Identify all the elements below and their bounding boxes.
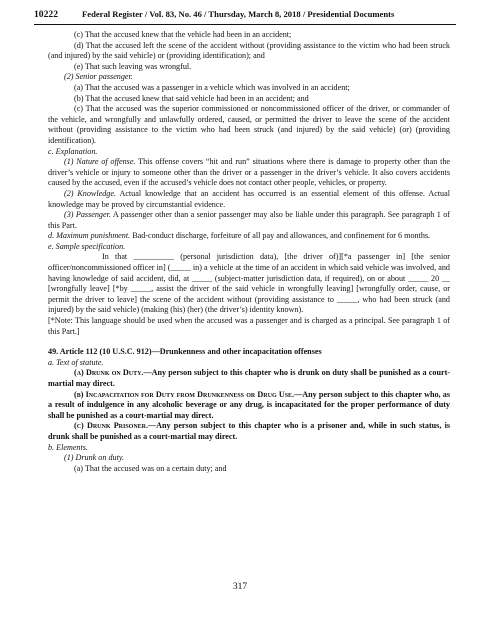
statute-paragraph	[48, 421, 450, 442]
paragraph: (a) That the accused was on a certain duty; and	[74, 463, 227, 473]
section-heading: a. Text of statute.	[48, 357, 104, 367]
subheading: (1) Drunk on duty.	[64, 453, 125, 463]
paragraph	[48, 157, 450, 189]
footer-page-number: 317	[232, 582, 248, 592]
paragraph-text: A passenger other than a senior passenger may also be liable under this paragraph. See paragraph 1 of this Part.	[48, 210, 451, 230]
paragraph	[48, 231, 450, 242]
statute-text: —Any person subject to this chapter who is a prisoner and, while in such status, is drunk shall be punished as a court-martial may direct.	[48, 421, 450, 441]
paragraph: (b) That the accused knew that said vehicle had been in an accident; and	[74, 93, 309, 103]
paragraph	[48, 210, 450, 231]
paragraph: (e) That such leaving was wrongful.	[74, 61, 192, 71]
header-page-number: 10222	[34, 9, 58, 20]
statute-title: (b) Incapacitation for Duty from Drunkenness or Drug Use.	[74, 389, 295, 399]
statute-text: —Any person subject to this chapter who is drunk on duty shall be punished as a court-martial may direct.	[48, 368, 450, 388]
note: [*Note: This language should be used when the accused was a passenger and is charged as a principal. See paragraph 1 of this Part.]	[48, 316, 450, 336]
subheading: (2) Senior passenger.	[64, 72, 133, 82]
section-heading: b. Elements.	[48, 442, 88, 452]
statute-paragraph	[48, 368, 450, 389]
paragraph-text: Bad-conduct discharge, forfeiture of all pay and allowances, and confinement for 6 months.	[130, 231, 431, 241]
paragraph-title: (1) Nature of offense.	[64, 157, 136, 167]
paragraph-title: (3) Passenger.	[64, 210, 111, 220]
paragraph: (d) That the accused left the scene of the accident without (providing assistance to the victim who had been struck (and injured) by the said vehicle) or (providing identification); and	[48, 40, 450, 61]
section-heading: c. Explanation.	[48, 146, 98, 156]
header-publication: Federal Register / Vol. 83, No. 46 / Thursday, March 8, 2018 / Presidential Documents	[82, 9, 395, 19]
paragraph-text: This offense covers “hit and run” situations where there is damage to property other than the driver’s vehicle or injury to someone other than the driver or a passenger in the driver’s vehicle. It also covers accidents caused by the accused, even if the accused’s vehicle does not contact other people, vehicles, or property.	[48, 157, 450, 188]
document-body	[48, 30, 450, 474]
statute-text: —Any person subject to this chapter who, as a result of indulgence in any alcoholic beverage or any drug, is incapacitated for the proper performance of duty shall be punished as a court-martial may direct.	[48, 389, 451, 420]
paragraph	[48, 189, 450, 210]
statute-paragraph	[48, 390, 450, 422]
paragraph-title: (2) Knowledge.	[64, 188, 116, 198]
paragraph-title: d. Maximum punishment.	[48, 231, 131, 241]
paragraph: (c) That the accused knew that the vehicle had been in an accident;	[74, 30, 292, 39]
sample-specification: In that __________ (personal jurisdiction data), [the driver of)][*a passenger in] [the senior officer/noncommissioned officer in] (_____ in) a vehicle at the time of an accident in which said vehicle was involved, and having knowledge of said accident, did, at _____ (subject-matter jurisdiction data, if required), on or about _____ 20 __ [wrongfully leave] [*by _____, assist the driver of the said vehicle in wrongfully leaving] [wrongfully order, cause, or permit the driver to leave] the scene of the accident without (providing assistance to _____, who had been struck (and injured) by the said vehicle) (making (his) (her) (the driver’s) identity known).	[48, 252, 450, 315]
statute-title: (c) Drunk Prisoner.	[74, 421, 149, 431]
paragraph-text: Actual knowledge that an accident has occurred is an essential element of this offense. Actual knowledge may be proved by circumstantial evidence.	[48, 188, 450, 209]
paragraph: (c) That the accused was the superior commissioned or noncommissioned officer of the driver, or commander of the vehicle, and wrongfully and unlawfully ordered, caused, or permitted the driver to leave the scene of the accident without (providing assistance to the victim who had been struck (and injured) by the said vehicle) (or) (providing identification).	[48, 104, 450, 145]
statute-title: (a) Drunk on Duty.	[74, 368, 144, 378]
section-heading: e. Sample specification.	[48, 241, 126, 251]
paragraph: (a) That the accused was a passenger in a vehicle which was involved in an accident;	[74, 82, 350, 92]
article-heading: 49. Article 112 (10 U.S.C. 912)—Drunkenness and other incapacitation offenses	[48, 347, 322, 357]
running-header	[34, 8, 456, 22]
header-rule	[34, 24, 456, 25]
